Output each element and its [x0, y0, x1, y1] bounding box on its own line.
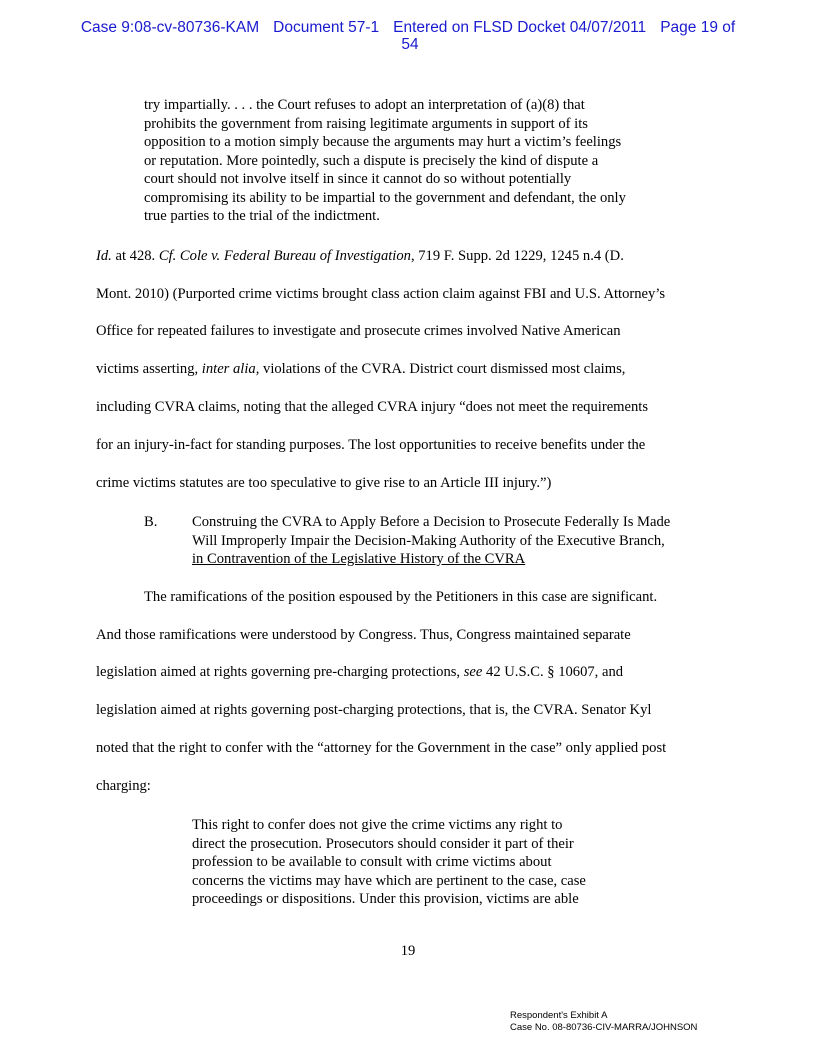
heading-line-underlined: in Contravention of the Legislative History of the CVRA — [192, 551, 526, 567]
case-cite: Cf. Cole v. Federal Bureau of Investigation — [158, 248, 411, 264]
text-span: victims asserting, — [96, 361, 202, 377]
para1-line-3: Office for repeated failures to investigate and prosecute crimes involved Native American — [96, 323, 621, 339]
header-document: Document 57-1 — [273, 19, 380, 36]
header-page-total: 54 — [401, 36, 419, 53]
text-span: 42 U.S.C. § 10607, and — [482, 664, 624, 680]
section-letter: B. — [144, 514, 158, 530]
para2-line-3 — [96, 664, 623, 681]
text-span: , violations of the CVRA. District court dismissed most claims, — [255, 361, 626, 377]
para1-line-4 — [96, 361, 625, 378]
quote-line: concerns the victims may have which are pertinent to the case, case — [192, 872, 586, 889]
id-cite: Id. — [96, 248, 112, 264]
text-span: legislation aimed at rights governing pre-charging protections, — [96, 664, 464, 680]
italic-term: see — [463, 664, 483, 680]
para1-line-7: crime victims statutes are too speculative to give rise to an Article III injury.”) — [96, 475, 552, 491]
exhibit-footer — [510, 1010, 697, 1034]
quote-line: try impartially. . . . the Court refuses to adopt an interpretation of (a)(8) that — [144, 97, 585, 113]
para2-line-2: And those ramifications were understood by Congress. Thus, Congress maintained separate — [96, 627, 631, 643]
quote-line: compromising its ability to be impartial to the government and defendant, the only — [144, 189, 626, 206]
footer-case-number: Case No. 08-80736-CIV-MARRA/JOHNSON — [510, 1022, 698, 1033]
quote-line: or reputation. More pointedly, such a dispute is precisely the kind of dispute a — [144, 152, 599, 169]
quote-line: prohibits the government from raising legitimate arguments in support of its — [144, 115, 588, 132]
para1-line-5: including CVRA claims, noting that the alleged CVRA injury “does not meet the requirements — [96, 399, 649, 415]
para2-line-5: noted that the right to confer with the “attorney for the Government in the case” only applied post — [96, 740, 667, 756]
quote-line: opposition to a motion simply because the arguments may hurt a victim’s feelings — [144, 134, 622, 150]
para2-line-4: legislation aimed at rights governing post-charging protections, that is, the CVRA. Senator Kyl — [96, 702, 652, 718]
footer-exhibit: Respondent's Exhibit A — [510, 1010, 608, 1021]
header-page: Page 19 of — [660, 19, 736, 36]
heading-line: Will Improperly Impair the Decision-Making Authority of the Executive Branch, — [192, 532, 665, 549]
para2-line-1: The ramifications of the position espoused by the Petitioners in this case are significant. — [144, 589, 658, 605]
block-quote-2 — [192, 816, 586, 909]
para1-line-1 — [96, 248, 624, 265]
text-span: at 428. — [111, 248, 159, 264]
para1-line-2: Mont. 2010) (Purported crime victims brought class action claim against FBI and U.S. Attorney’s — [96, 286, 666, 302]
section-heading — [192, 513, 670, 569]
quote-line: true parties to the trial of the indictment. — [144, 208, 380, 224]
docket-header — [0, 19, 816, 53]
quote-line: proceedings or dispositions. Under this provision, victims are able — [192, 891, 579, 907]
header-entered: Entered on FLSD Docket 04/07/2011 — [393, 19, 647, 36]
quote-line: profession to be available to consult with crime victims about — [192, 854, 552, 870]
quote-line: court should not involve itself in since it cannot do so without potentially — [144, 171, 572, 187]
para2-line-6: charging: — [96, 778, 151, 794]
block-quote-1 — [144, 96, 626, 226]
header-case: Case 9:08-cv-80736-KAM — [80, 19, 260, 36]
quote-line: direct the prosecution. Prosecutors should consider it part of their — [192, 835, 574, 852]
page-number: 19 — [400, 943, 416, 959]
italic-term: inter alia — [201, 361, 256, 377]
para1-line-6: for an injury-in-fact for standing purposes. The lost opportunities to receive benefits under the — [96, 437, 646, 453]
quote-line: This right to confer does not give the crime victims any right to — [192, 817, 563, 833]
heading-line: Construing the CVRA to Apply Before a Decision to Prosecute Federally Is Made — [192, 514, 671, 530]
text-span: , 719 F. Supp. 2d 1229, 1245 n.4 (D. — [410, 248, 624, 264]
